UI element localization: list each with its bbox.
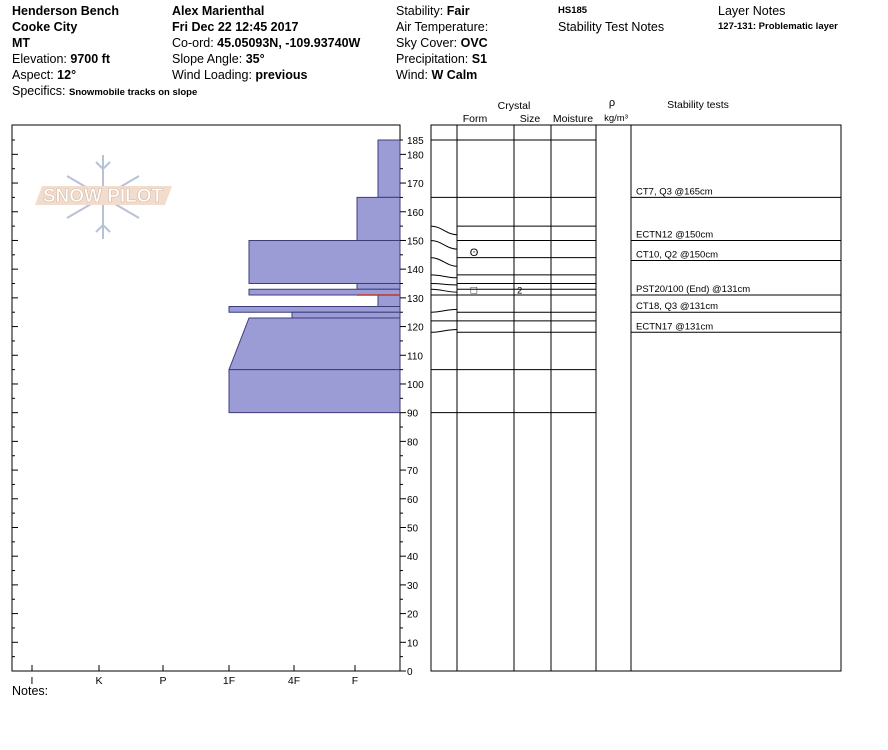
observation-datetime: Fri Dec 22 12:45 2017 (172, 20, 299, 34)
hardness-tick-label: F (351, 675, 359, 687)
layer-connector (431, 240, 457, 249)
layer-notes-title: Layer Notes (718, 4, 786, 18)
layer-connector (431, 329, 457, 332)
hardness-tick-label: K (95, 675, 103, 687)
hardness-bar (249, 240, 400, 283)
depth-tick-label: 80 (407, 437, 419, 449)
layer-table (431, 125, 841, 671)
sky-row: Sky Cover: OVC (396, 36, 488, 50)
stability-test-label: ECTN17 @131cm (636, 321, 714, 333)
sky-value: OVC (460, 36, 488, 50)
stability-tests-header: Stability tests (667, 99, 729, 111)
hardness-tick-label: I (30, 675, 34, 687)
layer-connector (431, 226, 457, 235)
depth-tick-label: 170 (407, 179, 424, 191)
hardness-bar (229, 306, 400, 312)
grain-size-label: 2 (517, 285, 523, 297)
location-name: Henderson Bench (12, 4, 119, 18)
depth-tick-label: 185 (407, 136, 424, 147)
density-unit-header: kg/m³ (604, 113, 628, 124)
hardness-bar (357, 197, 400, 240)
hardness-bar (229, 318, 400, 370)
stability-test-label: CT10, Q2 @150cm (636, 249, 718, 261)
layer-connector (431, 309, 457, 312)
depth-tick-label: 40 (407, 552, 419, 564)
hardness-tick-label: P (159, 675, 167, 687)
depth-tick-label: 140 (407, 265, 424, 277)
wind-loading-value: previous (255, 68, 308, 82)
stability-test-label: CT18, Q3 @131cm (636, 301, 718, 313)
depth-tick-label: 0 (407, 667, 413, 678)
specifics-value: Snowmobile tracks on slope (68, 87, 198, 98)
moisture-header: Moisture (552, 113, 594, 125)
hardness-tick-label: 1F (222, 675, 236, 687)
depth-axis (400, 136, 424, 678)
stability-value: Fair (446, 4, 470, 18)
grain-form-symbol: ʘ (469, 246, 479, 259)
size-header: Size (519, 113, 541, 125)
aspect-row: Aspect: 12° (12, 68, 77, 82)
precip-row: Precipitation: S1 (396, 52, 488, 66)
depth-tick-label: 150 (407, 236, 424, 248)
elevation-value: 9700 ft (70, 52, 110, 66)
grain-form-symbol: □ (470, 284, 478, 297)
depth-tick-label: 10 (407, 638, 419, 650)
elevation-row: Elevation: 9700 ft (12, 52, 110, 66)
hardness-bar (249, 289, 400, 295)
depth-tick-label: 160 (407, 207, 424, 219)
state-name: MT (12, 36, 31, 50)
stability-test-label: CT7, Q3 @165cm (636, 186, 713, 198)
depth-tick-label: 120 (407, 322, 424, 334)
depth-tick-label: 70 (407, 466, 419, 478)
hs-value: HS185 (558, 5, 588, 16)
depth-tick-label: 180 (407, 150, 424, 162)
watermark-text: SNOW PILOT (42, 186, 164, 207)
coord-value: 45.05093N, -109.93740W (217, 36, 361, 50)
stability-test-label: PST20/100 (End) @131cm (636, 283, 751, 295)
hardness-bar (292, 312, 400, 318)
crystal-header: Crystal (497, 100, 531, 112)
hardness-bar (229, 370, 400, 413)
depth-tick-label: 20 (407, 609, 419, 621)
form-header: Form (462, 113, 488, 125)
rho-header: ρ (608, 97, 616, 109)
layer-table-frame (431, 125, 841, 671)
hardness-bar (357, 284, 400, 290)
slope-row: Slope Angle: 35° (172, 52, 265, 66)
air-temp-row: Air Temperature: (396, 20, 489, 34)
layer-connector (431, 275, 457, 278)
hardness-bar (378, 140, 400, 197)
precip-value: S1 (471, 52, 488, 66)
city-name: Cooke City (12, 20, 78, 34)
left-depth-ticks (12, 140, 18, 671)
snowpilot-watermark (35, 155, 172, 239)
aspect-value: 12° (57, 68, 77, 82)
depth-tick-label: 90 (407, 408, 419, 420)
depth-tick-label: 30 (407, 580, 419, 592)
depth-tick-label: 130 (407, 293, 424, 305)
wind-value: W Calm (431, 68, 478, 82)
depth-tick-label: 50 (407, 523, 419, 535)
layer-connector (431, 258, 457, 267)
stability-test-notes-title: Stability Test Notes (558, 20, 665, 34)
depth-tick-label: 110 (407, 351, 423, 363)
notes-label: Notes: (12, 684, 49, 698)
layer-notes-value: 127-131: Problematic layer (718, 21, 838, 32)
coord-row: Co-ord: 45.05093N, -109.93740W (172, 36, 361, 50)
hardness-axis (31, 665, 359, 687)
hardness-bar (378, 295, 400, 306)
layer-connector (431, 289, 457, 292)
specifics-row: Specifics: Snowmobile tracks on slope (12, 84, 198, 98)
layer-connector (431, 284, 457, 285)
observer-name: Alex Marienthal (172, 4, 265, 18)
depth-tick-label: 60 (407, 494, 419, 506)
hardness-tick-label: 4F (287, 675, 301, 687)
slope-value: 35° (245, 52, 265, 66)
hardness-bars (229, 140, 400, 413)
stability-row: Stability: Fair (396, 4, 470, 18)
stability-test-label: ECTN12 @150cm (636, 229, 714, 241)
wind-loading-row: Wind Loading: previous (172, 68, 308, 82)
wind-row: Wind: W Calm (396, 68, 478, 82)
depth-tick-label: 100 (407, 379, 424, 391)
